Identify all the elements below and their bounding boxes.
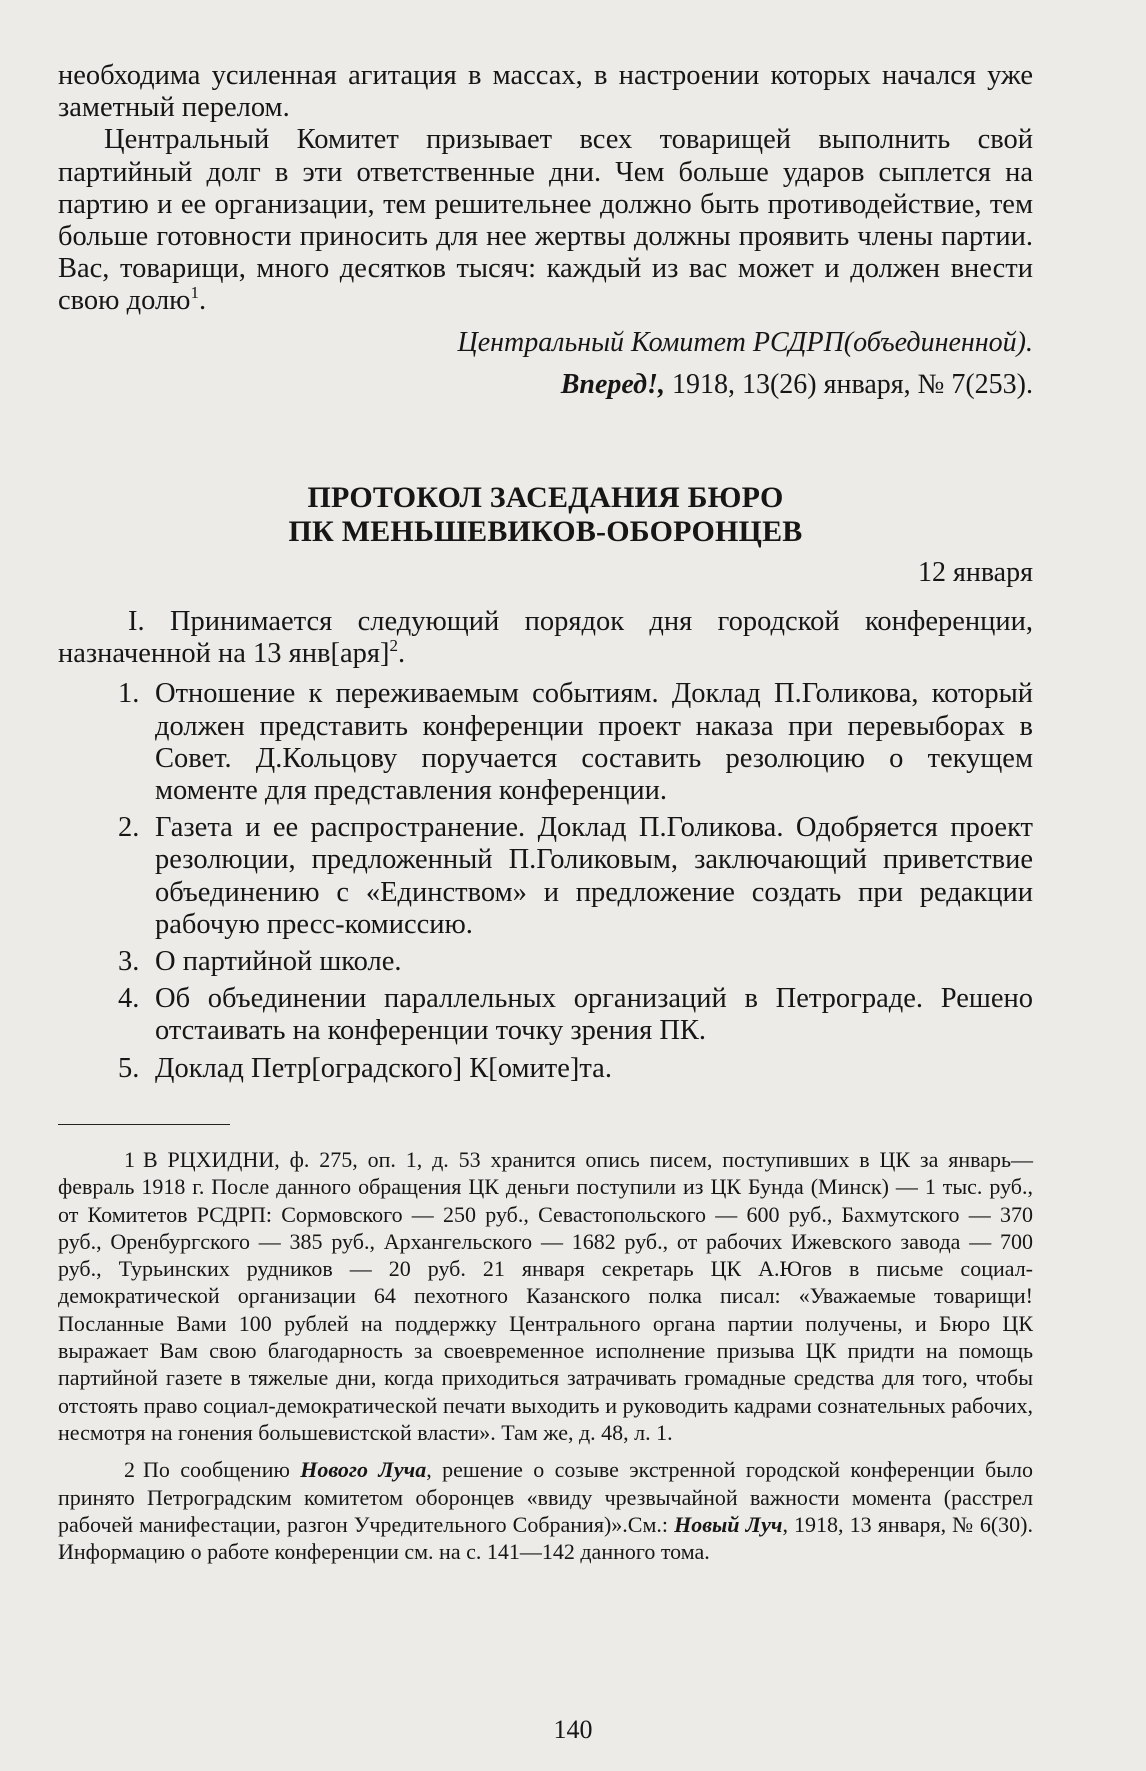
agenda-item-text: Доклад Петр[оградского] К[омите]та. (155, 1052, 612, 1084)
source-details: 1918, 13(26) января, № 7(253). (664, 368, 1033, 400)
agenda-item-text: Газета и ее распространение. Доклад П.Голикова. Одобряется проект резолюции, предложенный П.Голиковым, заключающий приветствие объединению с «Единством» и предложение создать при редакции рабочую пресс-комиссию. (155, 812, 1033, 940)
agenda-item-num: 3. (118, 946, 140, 978)
continuation-paragraph: необходима усиленная агитация в массах, в настроении которых начался уже заметный перелом. (58, 60, 1033, 124)
footnote-2-italic-a: Нового Луча (300, 1457, 427, 1483)
agenda-item-num: 5. (118, 1052, 140, 1084)
protocol-section (58, 481, 1033, 1085)
source-citation (58, 369, 1033, 401)
agenda-intro-text: I. Принимается следующий порядок дня городской конференции, назначенной на 13 янв[аря] (58, 606, 1033, 670)
agenda-item-text: О партийной школе. (155, 946, 402, 978)
agenda-intro (58, 606, 1033, 670)
agenda-item (58, 812, 1033, 941)
protocol-title-line2: ПК МЕНЬШЕВИКОВ-ОБОРОНЦЕВ (288, 515, 803, 548)
agenda-item (58, 983, 1033, 1047)
footnote-2-text-c: , 1918, 13 января, № 6(30). Информацию о работе конференции см. на с. 141—142 данного тома. (58, 1511, 1033, 1565)
protocol-date: 12 января (917, 557, 1033, 588)
footnote-2-italic-b: Новый Луч (674, 1511, 783, 1537)
signature: Центральный Комитет РСДРП(объединенной). (457, 326, 1033, 358)
footnote-divider (58, 1124, 230, 1125)
main-text-top (58, 60, 1033, 401)
agenda-item (58, 1053, 1033, 1085)
agenda-item (58, 946, 1033, 978)
footnote-ref-2: 2 (389, 636, 398, 656)
appeal-text: Центральный Комитет призывает всех товарищей выполнить свой партийный долг в эти ответственные дни. Чем больше ударов сыплется на партию и ее организации, тем решительнее должно быть противодействие, тем больше готовности приносить для нее жертвы должны проявить члены партии. Вас, товарищи, много десятков тысяч: каждый из вас может и должен внести свою долю (58, 124, 1033, 317)
footnote-2-num: 2 (124, 1457, 135, 1483)
agenda-item-num: 1. (118, 678, 140, 710)
agenda-item (58, 678, 1033, 807)
footnotes (58, 1146, 1033, 1565)
footnote-1-num: 1 (124, 1147, 135, 1172)
agenda-item-num: 4. (118, 983, 140, 1015)
protocol-title-line1: ПРОТОКОЛ ЗАСЕДАНИЯ БЮРО (307, 481, 784, 514)
agenda-list (58, 678, 1033, 1084)
agenda-intro-end: . (398, 638, 406, 670)
footnote-2-text-b: , решение о созыве экстренной городской конференции было принято Петроградским комитетом оборонцев «ввиду чрезвычайной важности момента (расстрел рабочей манифестации, разгон Учредительного Собрания)».См.: (58, 1457, 1033, 1537)
footnote-1 (58, 1146, 1033, 1446)
agenda-item-text: Отношение к переживаемым событиям. Доклад П.Голикова, который должен представить конференции проект наказа при перевыборах в Совет. Д.Кольцову поручается составить резолюцию о текущем моменте для представления конференции. (155, 678, 1033, 807)
footnote-1-text: В РЦХИДНИ, ф. 275, оп. 1, д. 53 хранится опись писем, поступивших в ЦК за январь—февраль 1918 г. После данного обращения ЦК деньги поступили из ЦК Бунда (Минск) — 1 тыс. руб., от Комитетов РСДРП: Сормовского — 250 руб., Севастопольского — 600 руб., Бахмутского — 370 руб., Оренбургского — 385 руб., Архангельского — 1682 руб., от рабочих Ижевского завода — 700 руб., Турьинских рудников — 20 руб. 21 января секретарь ЦК А.Югов в письме социал-демократической организации 64 пехотного Казанского полка писал: «Уважаемые товарищи! Посланные Вами 100 рублей на поддержку Центрального органа партии получены, и Бюро ЦК выражает Вам свою благодарность за своевременное исполнение призыва ЦК придти на помощь партийной газете в тяжелые дни, когда приходиться затрачивать громадные средства для того, чтобы отстоять право социал-демократической печати выходить и руководить кадрами сознательных рабочих, несмотря на гонения большевистской власти». Там же, д. 48, л. 1. (58, 1147, 1033, 1445)
page-number: 140 (553, 1715, 593, 1744)
agenda-item-num: 2. (118, 812, 140, 844)
footnote-2-text-a: По сообщению (143, 1457, 301, 1483)
source-title: Вперед!, (560, 368, 665, 400)
agenda-item-text: Об объединении параллельных организаций в Петрограде. Решено отстаивать на конференции точку зрения ПК. (155, 983, 1033, 1047)
appeal-paragraph: Центральный Комитет призывает всех товарищей выполнить свой партийный долг в эти ответственные дни. Чем больше ударов сыплется на партию и ее организации, тем решительнее должно быть противодействие, тем больше готовности приносить для нее жертвы должны проявить члены партии. Вас, товарищи, много десятков тысяч: каждый из вас может и должен внести свою долю$^1$. (58, 124, 1033, 317)
footnote-2 (58, 1456, 1033, 1565)
footnote-ref-1: 1 (190, 283, 199, 303)
